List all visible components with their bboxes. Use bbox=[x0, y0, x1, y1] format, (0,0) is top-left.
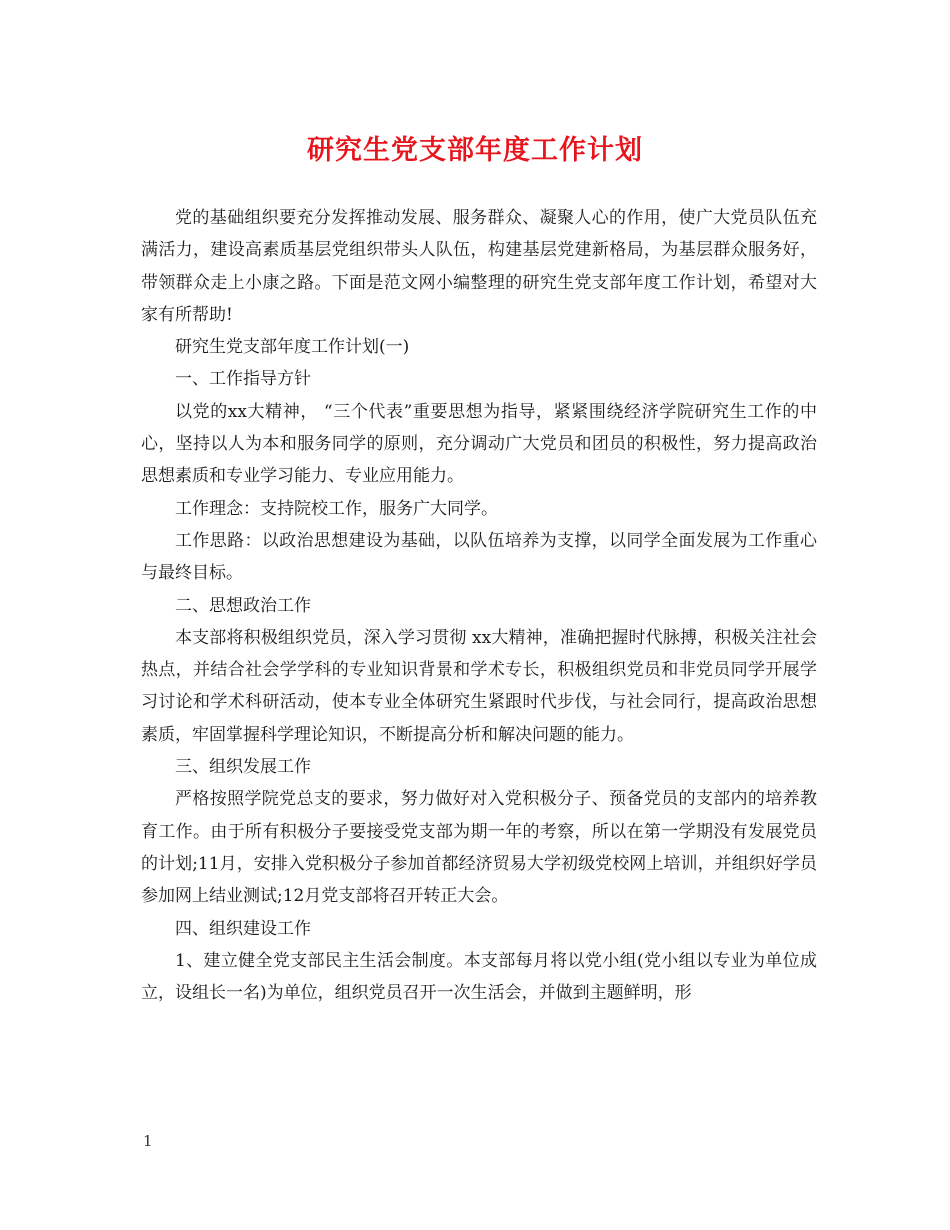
intro-paragraph: 党的基础组织要充分发挥推动发展、服务群众、凝聚人心的作用，使广大党员队伍充满活力，建设高素质基层党组织带头人队伍，构建基层党建新格局，为基层群众服务好，带领群众走上小康之路。下面是范文网小编整理的研究生党支部年度工作计划，希望对大家有所帮助! bbox=[141, 208, 817, 325]
section-heading-organization-development: 三、组织发展工作 bbox=[175, 757, 311, 778]
guiding-principle-paragraph: 以党的xx大精神， “三个代表”重要思想为指导，紧紧围绕经济学院研究生工作的中心，坚持以人为本和服务同学的原则，充分调动广大党员和团员的积极性，努力提高政治思想素质和专业学习能力、专业应用能力。 bbox=[141, 401, 817, 487]
work-approach-paragraph: 工作思路：以政治思想建设为基础，以队伍培养为支撑，以同学全面发展为工作重心与最终目标。 bbox=[141, 530, 817, 584]
page-number: 1 bbox=[143, 1132, 153, 1150]
work-concept-paragraph: 工作理念：支持院校工作，服务广大同学。 bbox=[175, 498, 498, 519]
document-title: 研究生党支部年度工作计划 bbox=[307, 135, 643, 166]
section-heading-ideological-work: 二、思想政治工作 bbox=[175, 595, 311, 616]
organization-development-paragraph: 严格按照学院党总支的要求，努力做好对入党积极分子、预备党员的支部内的培养教育工作。由于所有积极分子要接受党支部为期一年的考察，所以在第一学期没有发展党员的计划;11月，安排入党积极分子参加首都经济贸易大学初级党校网上培训，并组织好学员参加网上结业测试;12月党支部将召开转正大会。 bbox=[141, 789, 817, 907]
section-heading-guiding-principle: 一、工作指导方针 bbox=[175, 369, 311, 390]
ideological-work-paragraph: 本支部将积极组织党员，深入学习贯彻 xx大精神，准确把握时代脉搏，积极关注社会热点，并结合社会学学科的专业知识背景和学术专长，积极组织党员和非党员同学开展学习讨论和学术科研活动，使本专业全体研究生紧跟时代步伐，与社会同行，提高政治思想素质，牢固掌握科学理论知识，不断提高分析和解决问题的能力。 bbox=[141, 627, 817, 745]
document-body bbox=[141, 202, 817, 1009]
plan-subtitle: 研究生党支部年度工作计划(一) bbox=[175, 337, 410, 358]
section-heading-organization-building: 四、组织建设工作 bbox=[175, 918, 311, 939]
organization-building-paragraph: 1、建立健全党支部民主生活会制度。本支部每月将以党小组(党小组以专业为单位成立，设组长一名)为单位，组织党员召开一次生活会，并做到主题鲜明，形 bbox=[141, 950, 817, 1004]
